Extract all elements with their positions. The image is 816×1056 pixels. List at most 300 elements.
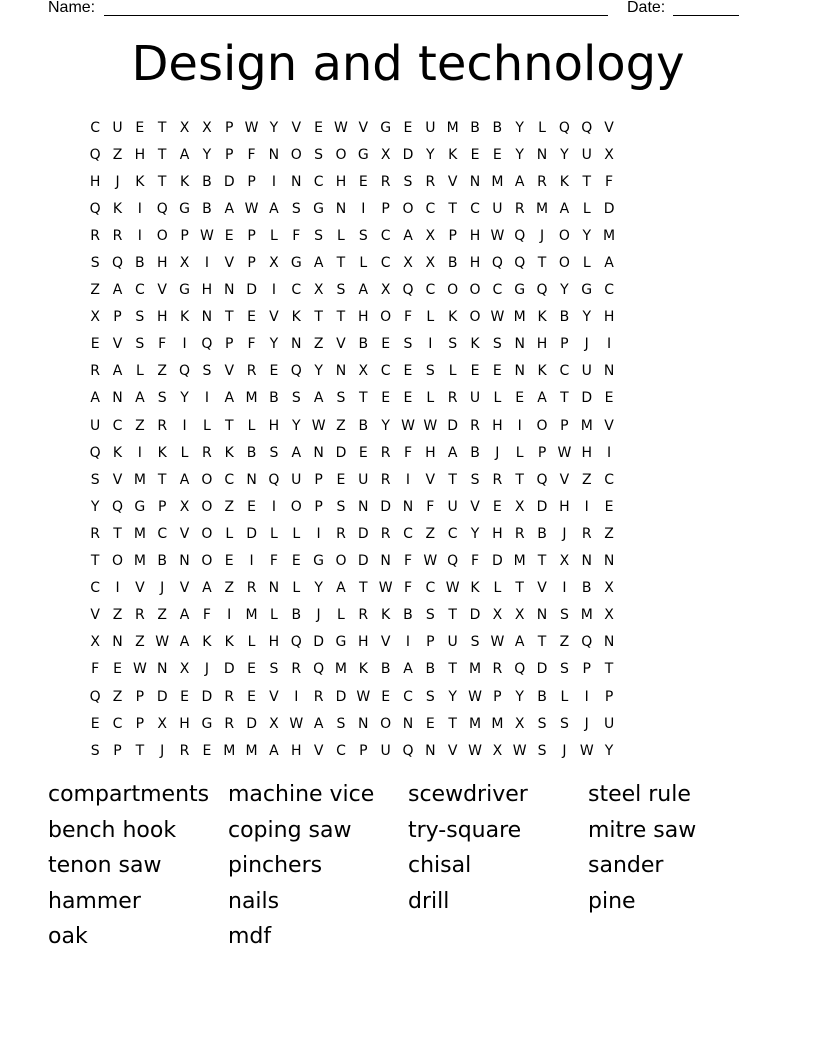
grid-letter: C [291, 282, 302, 299]
grid-letter: L [538, 119, 546, 136]
grid-letter: T [448, 715, 457, 732]
grid-letter: C [112, 715, 123, 732]
grid-letter: I [137, 200, 142, 217]
grid-letter: P [225, 146, 234, 163]
grid-letter: Q [491, 255, 503, 272]
word-bank-item: drill [408, 888, 450, 914]
grid-letter: K [202, 634, 212, 651]
grid-letter: I [584, 498, 589, 515]
grid-letter: A [179, 634, 190, 651]
grid-letter: N [268, 146, 280, 163]
grid-letter: E [403, 363, 413, 380]
word-bank-item: scewdriver [408, 782, 528, 807]
grid-letter: E [291, 553, 301, 570]
word-bank-item: mitre saw [588, 817, 697, 843]
grid-letter: V [179, 580, 190, 597]
grid-letter: Y [515, 146, 524, 163]
grid-letter: Q [402, 742, 414, 759]
grid-letter: C [425, 200, 436, 217]
grid-row [84, 358, 732, 385]
grid-letter: D [469, 607, 481, 624]
grid-letter: N [268, 580, 280, 597]
grid-letter: I [405, 634, 411, 651]
grid-letter: W [445, 580, 460, 597]
grid-letter: R [380, 444, 391, 461]
grid-letter: Y [560, 146, 569, 163]
grid-letter: X [90, 634, 100, 651]
grid-letter: P [537, 444, 547, 461]
page-title: Design and technology [131, 36, 685, 92]
grid-letter: F [470, 553, 480, 570]
grid-letter: L [135, 363, 144, 380]
grid-letter: T [537, 255, 547, 272]
grid-letter: R [246, 363, 257, 380]
grid-letter: A [336, 580, 346, 597]
grid-letter: K [224, 634, 234, 651]
word-bank-item: compartments [48, 782, 210, 807]
grid-letter: R [514, 525, 525, 542]
grid-letter: H [156, 309, 168, 326]
grid-letter: N [380, 553, 391, 570]
grid-letter: X [179, 498, 190, 515]
grid-letter: R [380, 173, 391, 190]
grid-letter: A [403, 661, 413, 678]
grid-letter: I [428, 336, 433, 353]
grid-letter: M [245, 607, 258, 624]
grid-letter: W [512, 742, 527, 759]
grid-letter: X [358, 363, 369, 380]
grid-letter: A [537, 390, 547, 407]
grid-letter: J [160, 580, 165, 597]
grid-letter: C [470, 200, 480, 217]
grid-letter: S [403, 336, 413, 353]
grid-letter: K [179, 173, 190, 190]
grid-letter: H [358, 309, 369, 326]
grid-letter: P [493, 688, 502, 705]
grid-letter: E [90, 336, 100, 353]
grid-letter: X [492, 742, 503, 759]
grid-letter: I [271, 173, 276, 190]
grid-letter: E [515, 390, 525, 407]
grid-letter: S [135, 309, 145, 326]
grid-letter: A [269, 200, 279, 217]
grid-letter: E [358, 173, 368, 190]
grid-letter: U [469, 390, 481, 407]
grid-letter: Z [112, 688, 123, 705]
grid-letter: X [514, 715, 525, 732]
grid-letter: F [269, 553, 278, 570]
grid-letter: N [246, 471, 257, 488]
grid-letter: R [425, 173, 436, 190]
grid-letter: H [492, 525, 503, 542]
grid-letter: X [179, 255, 190, 272]
grid-letter: T [157, 119, 167, 136]
grid-letter: Z [559, 634, 570, 651]
grid-letter: Q [402, 282, 414, 299]
grid-letter: M [245, 742, 258, 759]
grid-letter: E [604, 498, 614, 515]
word-bank-item: mdf [228, 924, 272, 949]
grid-letter: R [447, 390, 458, 407]
grid-letter: Q [514, 661, 526, 678]
grid-letter: G [335, 634, 347, 651]
grid-letter: A [514, 634, 525, 651]
grid-letter: B [380, 661, 391, 678]
grid-row [84, 602, 732, 629]
grid-letter: C [425, 580, 436, 597]
grid-letter: R [179, 742, 190, 759]
grid-letter: Z [157, 363, 167, 380]
word-bank-item: tenon saw [48, 853, 162, 878]
grid-letter: Q [179, 363, 191, 380]
grid-letter: Q [514, 255, 526, 272]
grid-letter: B [202, 173, 212, 190]
grid-letter: S [291, 390, 301, 407]
grid-letter: M [223, 742, 236, 759]
grid-letter: Z [224, 580, 235, 597]
grid-row [84, 249, 732, 276]
grid-letter: Q [89, 200, 101, 217]
grid-letter: S [537, 742, 547, 759]
grid-letter: L [270, 227, 278, 244]
grid-letter: G [134, 498, 146, 515]
grid-letter: J [316, 607, 321, 624]
grid-letter: V [112, 471, 123, 488]
grid-letter: Y [426, 146, 435, 163]
grid-letter: B [537, 525, 547, 542]
grid-letter: Q [558, 119, 570, 136]
grid-letter: G [581, 282, 593, 299]
grid-letter: R [358, 607, 369, 624]
grid-row [84, 439, 732, 466]
grid-letter: Y [515, 119, 524, 136]
grid-letter: J [204, 661, 209, 678]
grid-letter: H [559, 498, 570, 515]
grid-letter: F [247, 146, 256, 163]
grid-letter: X [559, 553, 570, 570]
grid-letter: N [223, 282, 235, 299]
grid-letter: S [336, 282, 346, 299]
grid-letter: J [562, 525, 567, 542]
grid-letter: F [403, 580, 413, 597]
grid-letter: U [112, 119, 123, 136]
grid-letter: A [514, 173, 525, 190]
grid-letter: P [604, 688, 614, 705]
grid-letter: N [603, 634, 615, 651]
grid-letter: T [336, 309, 346, 326]
grid-letter: R [157, 417, 168, 434]
grid-letter: L [426, 309, 435, 326]
word-bank-item: hammer [48, 888, 141, 914]
grid-letter: S [403, 173, 413, 190]
grid-letter: C [157, 525, 168, 542]
grid-letter: A [224, 200, 235, 217]
grid-letter: O [536, 417, 548, 434]
grid-letter: K [448, 146, 458, 163]
grid-letter: R [224, 715, 235, 732]
grid-letter: T [515, 471, 524, 488]
grid-letter: T [113, 525, 122, 542]
grid-letter: E [492, 498, 502, 515]
grid-letter: P [180, 227, 189, 244]
grid-letter: E [224, 227, 234, 244]
grid-letter: X [313, 282, 324, 299]
grid-letter: G [380, 119, 392, 136]
grid-letter: B [202, 200, 212, 217]
grid-letter: G [201, 715, 213, 732]
grid-letter: I [182, 336, 187, 353]
grid-letter: L [582, 200, 591, 217]
grid-row [84, 195, 732, 222]
grid-letter: M [446, 119, 459, 136]
grid-letter: A [112, 282, 123, 299]
grid-letter: A [179, 607, 190, 624]
grid-letter: B [447, 255, 458, 272]
grid-letter: B [425, 661, 436, 678]
grid-letter: N [603, 553, 615, 570]
grid-letter: O [469, 309, 481, 326]
grid-letter: O [558, 255, 570, 272]
grid-letter: J [495, 444, 500, 461]
grid-letter: S [135, 336, 145, 353]
grid-letter: L [247, 417, 256, 434]
grid-letter: R [514, 200, 525, 217]
grid-letter: W [401, 417, 415, 434]
grid-letter: B [403, 607, 413, 624]
grid-letter: N [581, 553, 592, 570]
grid-letter: X [90, 309, 100, 326]
grid-letter: S [314, 146, 324, 163]
grid-letter: N [402, 498, 414, 515]
grid-letter: D [536, 661, 548, 678]
grid-letter: E [403, 390, 413, 407]
grid-letter: C [403, 525, 413, 542]
grid-letter: K [381, 607, 391, 624]
grid-letter: I [227, 607, 232, 624]
grid-letter: J [584, 336, 589, 353]
grid-letter: E [492, 363, 502, 380]
grid-letter: X [179, 119, 190, 136]
grid-letter: Y [470, 525, 480, 542]
grid-letter: P [247, 173, 256, 190]
grid-letter: H [291, 742, 302, 759]
grid-letter: D [357, 525, 369, 542]
grid-letter: O [201, 498, 213, 515]
word-bank-item: steel rule [588, 782, 691, 807]
grid-letter: G [179, 282, 190, 299]
grid-row [84, 520, 732, 547]
grid-letter: Z [112, 607, 123, 624]
grid-letter: O [156, 227, 168, 244]
grid-letter: X [492, 607, 503, 624]
grid-letter: E [247, 661, 256, 678]
grid-letter: A [313, 390, 324, 407]
grid-letter: S [90, 742, 100, 759]
grid-letter: I [584, 688, 589, 705]
word-bank-item: chisal [408, 853, 472, 878]
grid-letter: O [380, 715, 392, 732]
grid-letter: R [90, 363, 101, 380]
grid-letter: M [468, 661, 482, 678]
grid-letter: Z [112, 146, 123, 163]
grid-letter: S [425, 607, 435, 624]
grid-letter: X [380, 282, 391, 299]
grid-letter: E [135, 119, 145, 136]
grid-letter: X [269, 715, 279, 732]
grid-letter: I [271, 498, 276, 515]
grid-letter: B [157, 553, 167, 570]
grid-letter: K [157, 444, 167, 461]
grid-letter: Y [269, 119, 279, 136]
grid-letter: W [132, 661, 147, 678]
grid-letter: N [291, 336, 302, 353]
grid-letter: Y [448, 688, 457, 705]
grid-letter: V [604, 417, 614, 434]
grid-letter: N [536, 146, 548, 163]
grid-letter: U [581, 146, 592, 163]
grid-letter: N [514, 336, 525, 353]
word-bank-item: try-square [408, 817, 522, 843]
grid-letter: P [359, 742, 368, 759]
grid-letter: E [470, 363, 480, 380]
grid-letter: H [425, 444, 436, 461]
grid-letter: L [292, 580, 301, 597]
grid-letter: A [358, 282, 369, 299]
grid-letter: K [291, 309, 301, 326]
grid-letter: D [402, 146, 414, 163]
grid-letter: L [493, 390, 502, 407]
grid-letter: U [358, 471, 369, 488]
grid-letter: D [536, 498, 548, 515]
grid-letter: K [470, 580, 480, 597]
grid-letter: W [244, 119, 259, 136]
grid-letter: F [403, 553, 413, 570]
grid-letter: B [358, 417, 369, 434]
grid-letter: W [155, 634, 170, 651]
grid-letter: E [224, 553, 234, 570]
grid-letter: Y [582, 309, 592, 326]
grid-letter: Y [202, 146, 212, 163]
grid-letter: I [115, 580, 120, 597]
grid-letter: K [135, 173, 145, 190]
grid-letter: C [313, 173, 324, 190]
grid-letter: U [447, 634, 458, 651]
grid-letter: P [225, 336, 234, 353]
grid-letter: S [425, 363, 435, 380]
grid-letter: T [537, 553, 547, 570]
grid-row [84, 683, 732, 710]
grid-letter: S [425, 688, 435, 705]
grid-letter: R [313, 688, 324, 705]
grid-letter: O [380, 309, 392, 326]
grid-letter: G [357, 146, 369, 163]
date-blank-line [673, 15, 739, 16]
grid-letter: V [112, 336, 123, 353]
grid-letter: F [403, 444, 413, 461]
grid-letter: A [135, 390, 145, 407]
date-label: Date: [627, 0, 666, 16]
grid-letter: H [268, 634, 280, 651]
grid-letter: E [358, 444, 368, 461]
grid-letter: D [201, 688, 213, 705]
grid-letter: B [470, 119, 480, 136]
grid-letter: F [605, 173, 614, 190]
grid-letter: M [536, 200, 549, 217]
grid-letter: T [448, 471, 457, 488]
grid-letter: O [335, 553, 347, 570]
grid-letter: M [491, 173, 504, 190]
grid-letter: O [201, 553, 213, 570]
grid-row [84, 277, 732, 304]
grid-letter: J [115, 173, 120, 190]
grid-letter: S [448, 336, 458, 353]
grid-letter: N [425, 742, 436, 759]
grid-letter: R [246, 580, 257, 597]
grid-letter: T [90, 553, 100, 570]
grid-letter: H [89, 173, 101, 190]
grid-letter: V [470, 498, 480, 515]
grid-letter: P [560, 417, 569, 434]
grid-letter: Y [515, 688, 524, 705]
grid-letter: S [537, 715, 547, 732]
grid-letter: C [403, 688, 413, 705]
grid-letter: N [335, 363, 347, 380]
grid-letter: T [515, 580, 524, 597]
grid-letter: Z [135, 634, 145, 651]
grid-letter: D [380, 498, 392, 515]
grid-letter: E [425, 715, 435, 732]
grid-letter: R [492, 661, 503, 678]
grid-letter: H [156, 255, 168, 272]
grid-letter: E [314, 119, 324, 136]
grid-letter: L [560, 688, 569, 705]
grid-letter: I [607, 444, 612, 461]
grid-letter: I [517, 417, 522, 434]
grid-letter: J [160, 742, 165, 759]
grid-letter: N [112, 390, 123, 407]
grid-letter: C [604, 282, 614, 299]
grid-letter: E [269, 363, 279, 380]
grid-row [84, 710, 732, 737]
grid-letter: R [112, 227, 123, 244]
grid-letter: Z [157, 607, 167, 624]
grid-letter: L [359, 255, 368, 272]
grid-letter: Y [269, 336, 279, 353]
grid-letter: C [380, 363, 391, 380]
grid-letter: G [290, 255, 302, 272]
grid-letter: X [403, 255, 413, 272]
grid-letter: G [179, 200, 190, 217]
grid-letter: E [247, 309, 256, 326]
grid-letter: I [361, 200, 366, 217]
grid-letter: D [581, 390, 593, 407]
grid-letter: O [447, 282, 459, 299]
grid-letter: V [179, 525, 190, 542]
grid-letter: M [133, 471, 146, 488]
grid-letter: A [90, 390, 100, 407]
grid-letter: T [224, 417, 234, 434]
grid-letter: L [292, 525, 301, 542]
grid-letter: C [447, 525, 458, 542]
grid-letter: W [490, 634, 505, 651]
grid-letter: T [604, 661, 614, 678]
grid-letter: G [313, 553, 325, 570]
grid-letter: L [270, 525, 278, 542]
grid-letter: D [246, 715, 257, 732]
grid-row [84, 222, 732, 249]
grid-letter: D [223, 661, 235, 678]
grid-letter: A [313, 715, 324, 732]
